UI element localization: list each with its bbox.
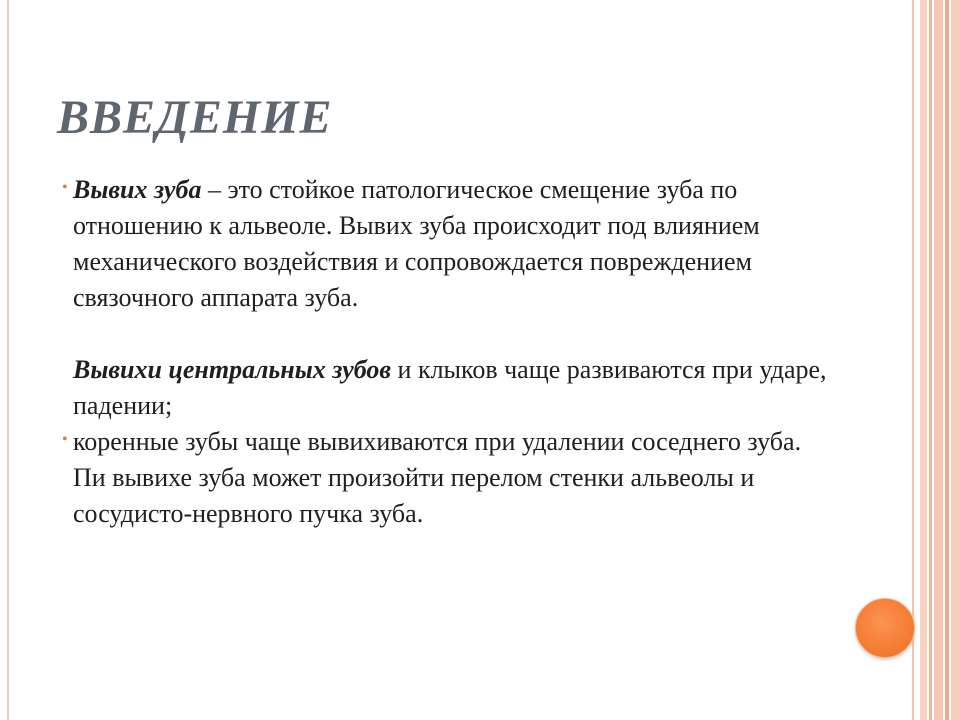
bullet-paragraph	[62, 172, 852, 316]
slide-title: ВВЕДЕНИЕ	[57, 91, 333, 144]
paragraph-gap	[62, 316, 852, 352]
decorative-stripe	[920, 0, 927, 720]
molar-teeth-text: коренные зубы чаще вывихиваются при удалении соседнего зуба.	[73, 427, 802, 456]
decorative-stripe	[934, 0, 943, 720]
decorative-stripe	[929, 0, 932, 720]
slide-content	[62, 172, 852, 532]
term-dislocation: Вывих зуба	[73, 175, 202, 204]
paragraph	[62, 352, 852, 424]
decorative-stripe	[912, 0, 914, 720]
bullet-icon: •	[62, 431, 68, 448]
left-frame-line	[7, 0, 9, 720]
orange-circle-decoration	[855, 598, 915, 658]
bullet-paragraph	[62, 424, 852, 532]
decorative-stripe	[945, 0, 949, 720]
fracture-text: Пи вывихе зуба может произойти перелом стенки альвеолы и сосудисто-нервного пучка зуба.	[73, 463, 755, 528]
decorative-stripe	[951, 0, 960, 720]
central-teeth-text: и клыков чаще развиваются при ударе, падении;	[73, 355, 827, 420]
bullet-icon: •	[62, 179, 68, 196]
definition-text: – это стойкое патологическое смещение зуба по отношению к альвеоле. Вывих зуба происходит под влиянием механического воздействия и сопровождается повреждением связочного аппарата зуба.	[73, 175, 760, 312]
term-central-teeth: Вывихи центральных зубов	[73, 355, 392, 384]
